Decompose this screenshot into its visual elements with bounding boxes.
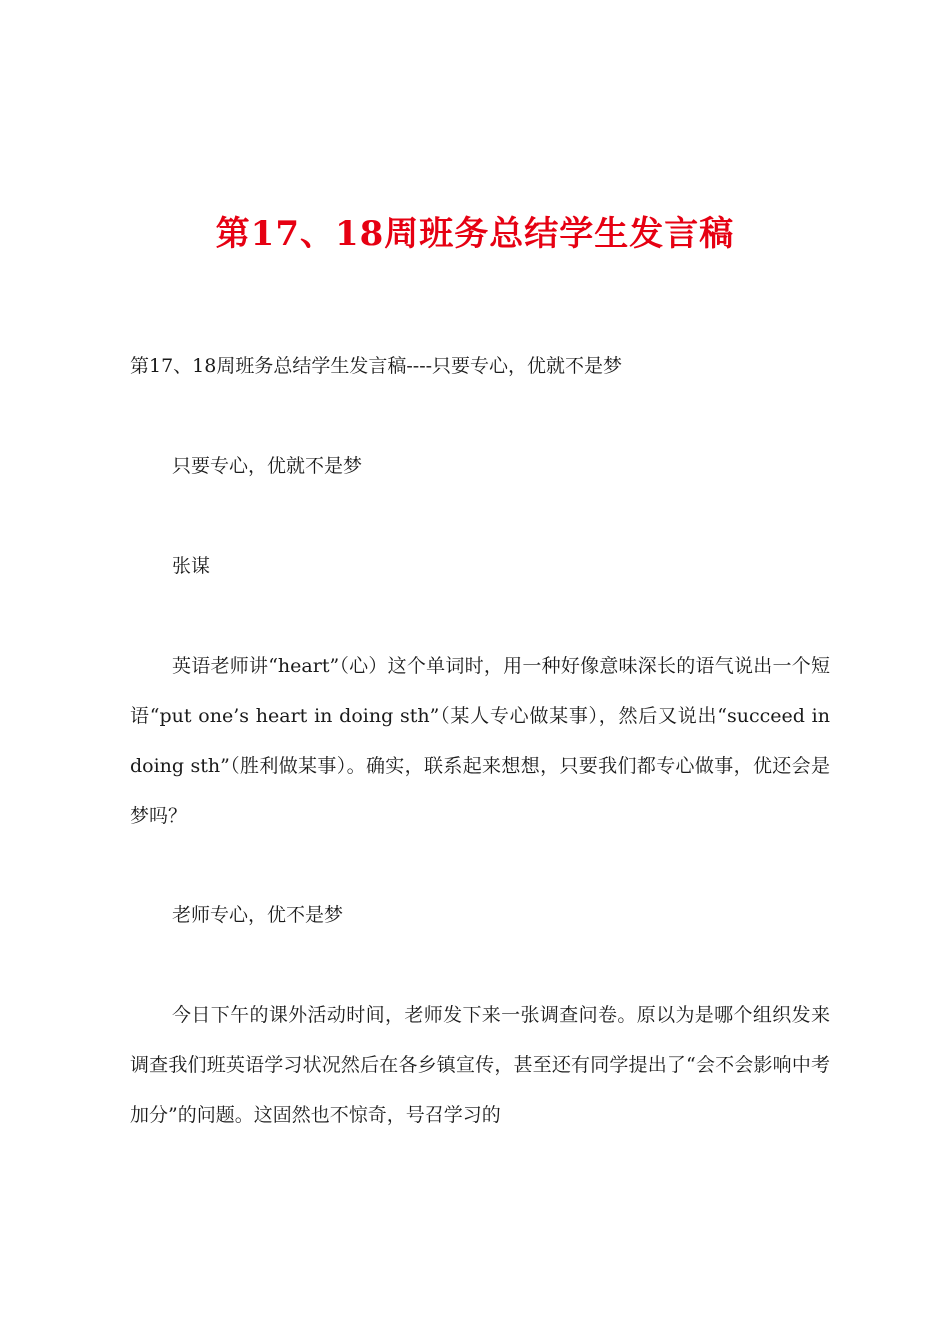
subtitle-line: 第17、18周班务总结学生发言稿----只要专心，优就不是梦 — [130, 355, 623, 377]
body-paragraph: 今日下午的课外活动时间，老师发下来一张调查问卷。原以为是哪个组织发来调查我们班英语学习状况然后在各乡镇宣传，甚至还有同学提出了“会不会影响中考加分”的问题。这固然也不惊奇，号召学习的 — [130, 1004, 830, 1126]
section-heading: 只要专心，优就不是梦 — [172, 455, 363, 477]
section-heading: 老师专心，优不是梦 — [172, 904, 344, 926]
body-paragraph: 英语老师讲“heart”（心）这个单词时，用一种好像意味深长的语气说出一个短语“put one’s heart in doing sth”（某人专心做某事），然后又说出“succeed in doing sth”（胜利做某事）。确实，联系起来想想，只要我们都专心做事，优还会是梦吗？ — [130, 655, 830, 827]
page-title: 第17、18周班务总结学生发言稿 — [215, 214, 735, 254]
author-name: 张谋 — [172, 555, 211, 577]
